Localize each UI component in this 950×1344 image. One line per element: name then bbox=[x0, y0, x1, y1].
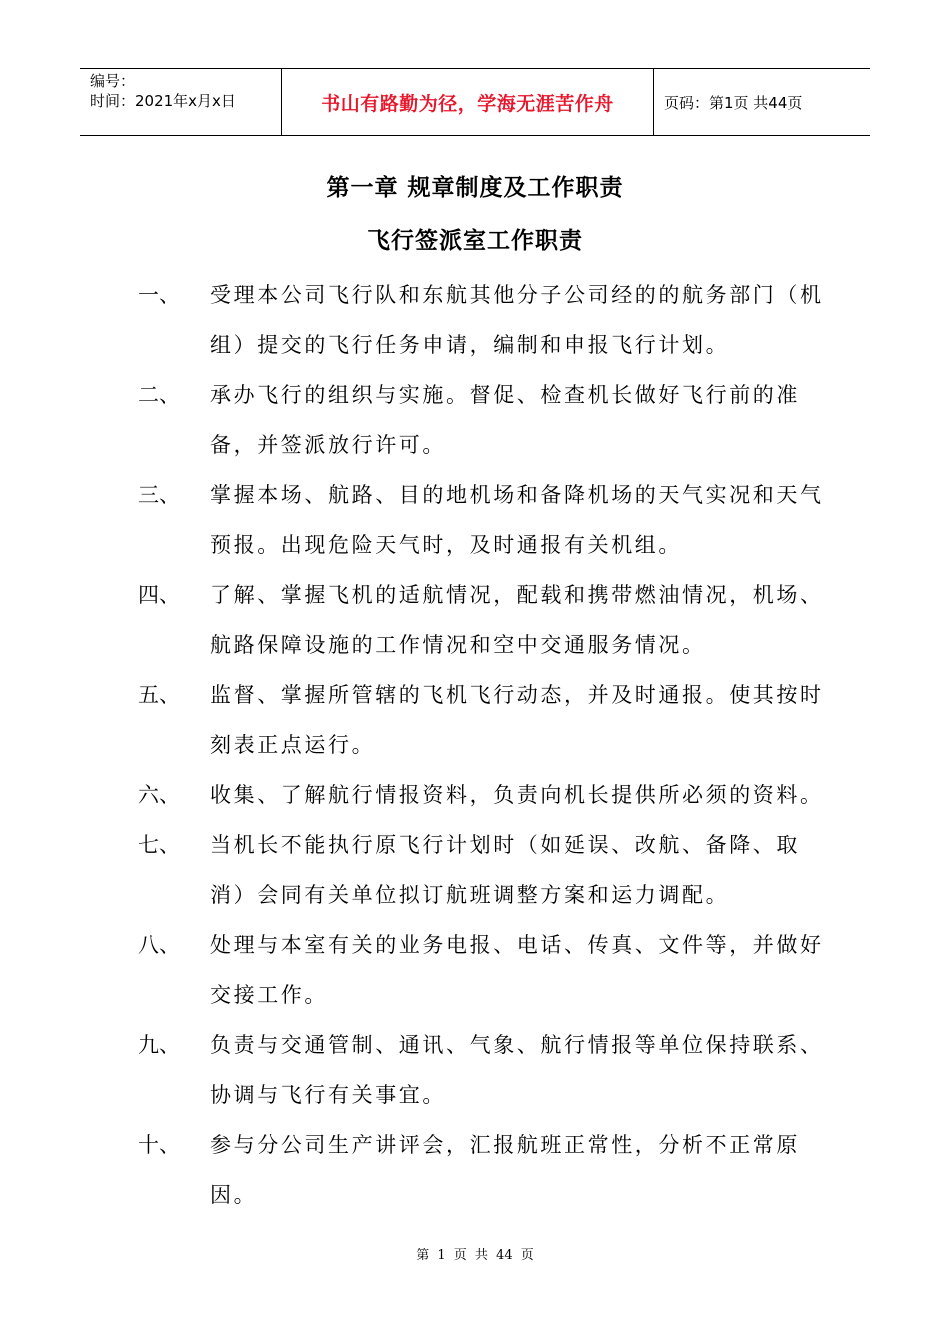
item-text: 掌握本场、航路、目的地机场和备降机场的天气实况和天气预报。出现危险天气时，及时通报有关机组。 bbox=[210, 483, 824, 557]
document-date: 时间：2021年x月x日 bbox=[90, 92, 236, 110]
item-number: 六、 bbox=[138, 783, 180, 807]
item-number: 九、 bbox=[138, 1033, 180, 1057]
item-number: 二、 bbox=[138, 383, 180, 407]
item-number: 八、 bbox=[138, 933, 180, 957]
item-text: 收集、了解航行情报资料，负责向机长提供所必须的资料。 bbox=[210, 783, 824, 807]
item-number: 三、 bbox=[138, 483, 180, 507]
page-footer: 第 1 页 共 44 页 bbox=[416, 1248, 534, 1263]
item-number: 七、 bbox=[138, 833, 180, 857]
list-item bbox=[138, 820, 838, 920]
list-item bbox=[138, 770, 838, 820]
item-text: 承办飞行的组织与实施。督促、检查机长做好飞行前的准备，并签派放行许可。 bbox=[210, 383, 800, 457]
item-number: 四、 bbox=[138, 583, 180, 607]
header-page-info: 页码：第1页 共44页 bbox=[664, 93, 803, 112]
list-item bbox=[138, 1020, 838, 1120]
section-title: 飞行签派室工作职责 bbox=[367, 228, 583, 254]
list-item bbox=[138, 570, 838, 670]
list-item bbox=[138, 470, 838, 570]
list-item bbox=[138, 370, 838, 470]
list-item bbox=[138, 920, 838, 1020]
item-text: 了解、掌握飞机的适航情况，配载和携带燃油情况，机场、航路保障设施的工作情况和空中交通服务情况。 bbox=[210, 583, 824, 657]
page-header bbox=[80, 68, 870, 136]
item-text: 负责与交通管制、通讯、气象、航行情报等单位保持联系、协调与飞行有关事宜。 bbox=[210, 1033, 824, 1107]
item-number: 五、 bbox=[138, 683, 180, 707]
item-text: 参与分公司生产讲评会，汇报航班正常性，分析不正常原因。 bbox=[210, 1133, 800, 1207]
chapter-title: 第一章 规章制度及工作职责 bbox=[326, 175, 624, 201]
list-item bbox=[138, 1120, 838, 1220]
document-id-label: 编号： bbox=[90, 72, 136, 90]
item-text: 当机长不能执行原飞行计划时（如延误、改航、备降、取消）会同有关单位拟订航班调整方案和运力调配。 bbox=[210, 833, 800, 907]
item-number: 十、 bbox=[138, 1133, 180, 1157]
item-text: 处理与本室有关的业务电报、电话、传真、文件等，并做好交接工作。 bbox=[210, 933, 824, 1007]
list-item bbox=[138, 270, 838, 370]
list-item bbox=[138, 670, 838, 770]
header-meta bbox=[80, 69, 282, 135]
item-text: 受理本公司飞行队和东航其他分子公司经的的航务部门（机组）提交的飞行任务申请，编制和申报飞行计划。 bbox=[210, 283, 824, 357]
item-number: 一、 bbox=[138, 283, 180, 307]
header-motto: 书山有路勤为径，学海无涯苦作舟 bbox=[282, 69, 654, 135]
duty-list bbox=[138, 270, 838, 1220]
item-text: 监督、掌握所管辖的飞机飞行动态，并及时通报。使其按时刻表正点运行。 bbox=[210, 683, 824, 757]
